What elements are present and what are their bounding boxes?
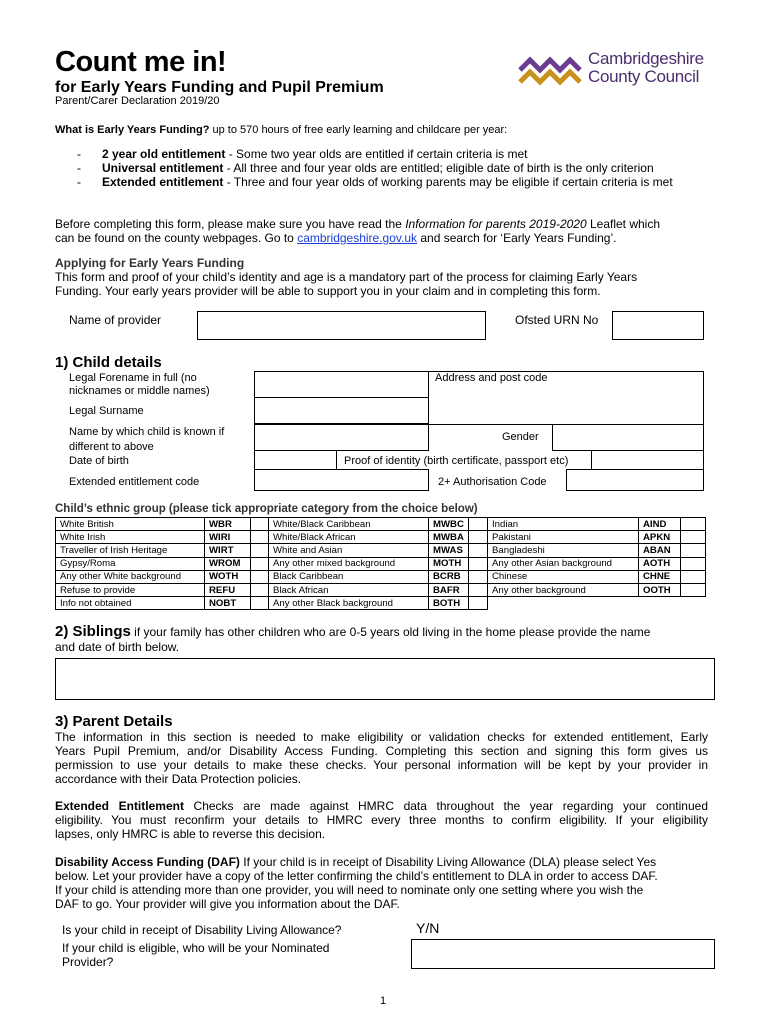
- child-details-heading: 1) Child details: [55, 354, 162, 371]
- council-logo-icon: [518, 52, 588, 88]
- tick-box[interactable]: [251, 518, 269, 531]
- dob-label: Date of birth: [69, 455, 129, 467]
- address-label: Address and post code: [435, 372, 548, 384]
- extended-code-field[interactable]: [254, 469, 429, 491]
- ofsted-urn-field[interactable]: [612, 311, 704, 340]
- proof-of-identity-label: Proof of identity (birth certificate, passport etc): [344, 455, 569, 467]
- nominated-provider-label: If your child is eligible, who will be your Nominated Provider?: [62, 941, 330, 969]
- proof-of-identity-field[interactable]: [591, 450, 704, 470]
- tick-box[interactable]: [681, 518, 706, 531]
- council-website-link[interactable]: cambridgeshire.gov.uk: [297, 231, 418, 245]
- entitlement-list: [77, 147, 673, 189]
- provider-name-field[interactable]: [197, 311, 486, 340]
- applying-text: This form and proof of your child’s identity and age is a mandatory part of the process for claiming Early Years Funding. Your early years provider will be able to support you in your claim and in completing this form.: [55, 270, 638, 298]
- siblings-section: 2) Siblings if your family has other children who are 0-5 years old living in the home please provide the name and date of birth below.: [55, 623, 651, 654]
- tick-box[interactable]: [251, 557, 269, 570]
- tick-box[interactable]: [469, 597, 488, 610]
- tick-box[interactable]: [469, 531, 488, 544]
- tick-box[interactable]: [251, 570, 269, 583]
- tick-box[interactable]: [681, 531, 706, 544]
- tick-box[interactable]: [681, 557, 706, 570]
- dla-yes-no[interactable]: Y/N: [416, 920, 440, 936]
- nominated-provider-field[interactable]: [411, 939, 715, 969]
- table-row: White British WBR White/Black Caribbean MWBC Indian AIND: [56, 518, 706, 531]
- authorisation-code-field[interactable]: [566, 469, 704, 491]
- ofsted-urn-label: Ofsted URN No: [515, 313, 599, 327]
- extended-entitlement-text: Extended Entitlement Checks are made against HMRC data throughout the year regarding your continued eligibility. You must reconfirm your details to HMRC every three months to confirm eligibility. If your eligibility lapses, only HMRC is able to reverse this decision.: [55, 799, 709, 841]
- tick-box[interactable]: [469, 583, 488, 596]
- tick-box[interactable]: [469, 557, 488, 570]
- tick-box[interactable]: [681, 570, 706, 583]
- forename-field[interactable]: [254, 371, 429, 398]
- table-row: White Irish WIRI White/Black African MWBA Pakistani APKN: [56, 531, 706, 544]
- what-is-funding: What is Early Years Funding? up to 570 hours of free early learning and childcare per year:: [55, 124, 508, 136]
- table-row: Info not obtained NOBT Any other Black background BOTH: [56, 597, 706, 610]
- tick-box[interactable]: [681, 583, 706, 596]
- parent-details-heading: 3) Parent Details: [55, 713, 173, 730]
- surname-label: Legal Surname: [69, 405, 144, 417]
- form-subtitle: for Early Years Funding and Pupil Premium: [55, 79, 384, 96]
- known-as-field[interactable]: [254, 424, 429, 451]
- table-row: Any other White background WOTH Black Caribbean BCRB Chinese CHNE: [56, 570, 706, 583]
- tick-box[interactable]: [469, 570, 488, 583]
- tick-box[interactable]: [469, 544, 488, 557]
- list-item: - Extended entitlement - Three and four year olds of working parents may be eligible if certain criteria is met: [77, 175, 673, 189]
- table-row: Refuse to provide REFU Black African BAFR Any other background OOTH: [56, 583, 706, 596]
- extended-code-label: Extended entitlement code: [69, 476, 200, 488]
- declaration-year: Parent/Carer Declaration 2019/20: [55, 95, 220, 107]
- tick-box[interactable]: [251, 531, 269, 544]
- tick-box[interactable]: [251, 583, 269, 596]
- parent-info-text: The information in this section is needed to make eligibility or validation checks for extended entitlement, Early Years Pupil Premium, and/or Disability Access Funding. Completing this section and signing this form gives us permission to use your details to make these checks. Your personal information will be kept by your provider in accordance with their Data Protection policies.: [55, 730, 708, 786]
- dla-question: Is your child in receipt of Disability Living Allowance?: [62, 923, 342, 937]
- provider-name-label: Name of provider: [69, 313, 162, 327]
- tick-box[interactable]: [681, 544, 706, 557]
- count-me-in-logo: Count me in!: [55, 46, 227, 78]
- table-row: Gypsy/Roma WROM Any other mixed background MOTH Any other Asian background AOTH: [56, 557, 706, 570]
- list-item: - Universal entitlement - All three and four year olds are entitled; eligible date of birth is the only criterion: [77, 161, 654, 175]
- page-number: 1: [380, 995, 387, 1007]
- applying-heading: Applying for Early Years Funding: [55, 256, 245, 270]
- known-as-label: Name by which child is known if different to above: [69, 426, 225, 453]
- list-item: - 2 year old entitlement - Some two year olds are entitled if certain criteria is met: [77, 147, 528, 161]
- ethnic-group-heading: Child’s ethnic group (please tick appropriate category from the choice below): [55, 503, 478, 515]
- authorisation-code-label: 2+ Authorisation Code: [438, 476, 547, 488]
- forename-label: Legal Forename in full (no nicknames or middle names): [69, 372, 210, 397]
- gender-field[interactable]: [552, 424, 704, 451]
- siblings-heading: 2) Siblings: [55, 623, 131, 640]
- daf-text: Disability Access Funding (DAF) If your child is in receipt of Disability Living Allowance (DLA) please select Yes below. Let your provider have a copy of the letter confirming the child’s entitlement to DLA in order to access DAF. If your child is attending more than one provider, you will need to nominate only one setting where you wish the DAF to go. Your provider will give you information about the DAF.: [55, 855, 658, 911]
- tick-box[interactable]: [251, 597, 269, 610]
- surname-field[interactable]: [254, 397, 429, 424]
- dob-field[interactable]: [254, 450, 337, 470]
- tick-box[interactable]: [469, 518, 488, 531]
- gender-label: Gender: [502, 431, 539, 443]
- siblings-field[interactable]: [55, 658, 715, 700]
- tick-box[interactable]: [251, 544, 269, 557]
- table-row: Traveller of Irish Heritage WIRT White and Asian MWAS Bangladeshi ABAN: [56, 544, 706, 557]
- council-name: Cambridgeshire County Council: [588, 49, 704, 86]
- ethnic-group-table: [55, 517, 706, 610]
- before-completing: Before completing this form, please make sure you have read the Information for parents 2019-2020 Leaflet which can be found on the county webpages. Go to cambridgeshire.gov.uk and search for ‘Early Years Funding’.: [55, 217, 661, 245]
